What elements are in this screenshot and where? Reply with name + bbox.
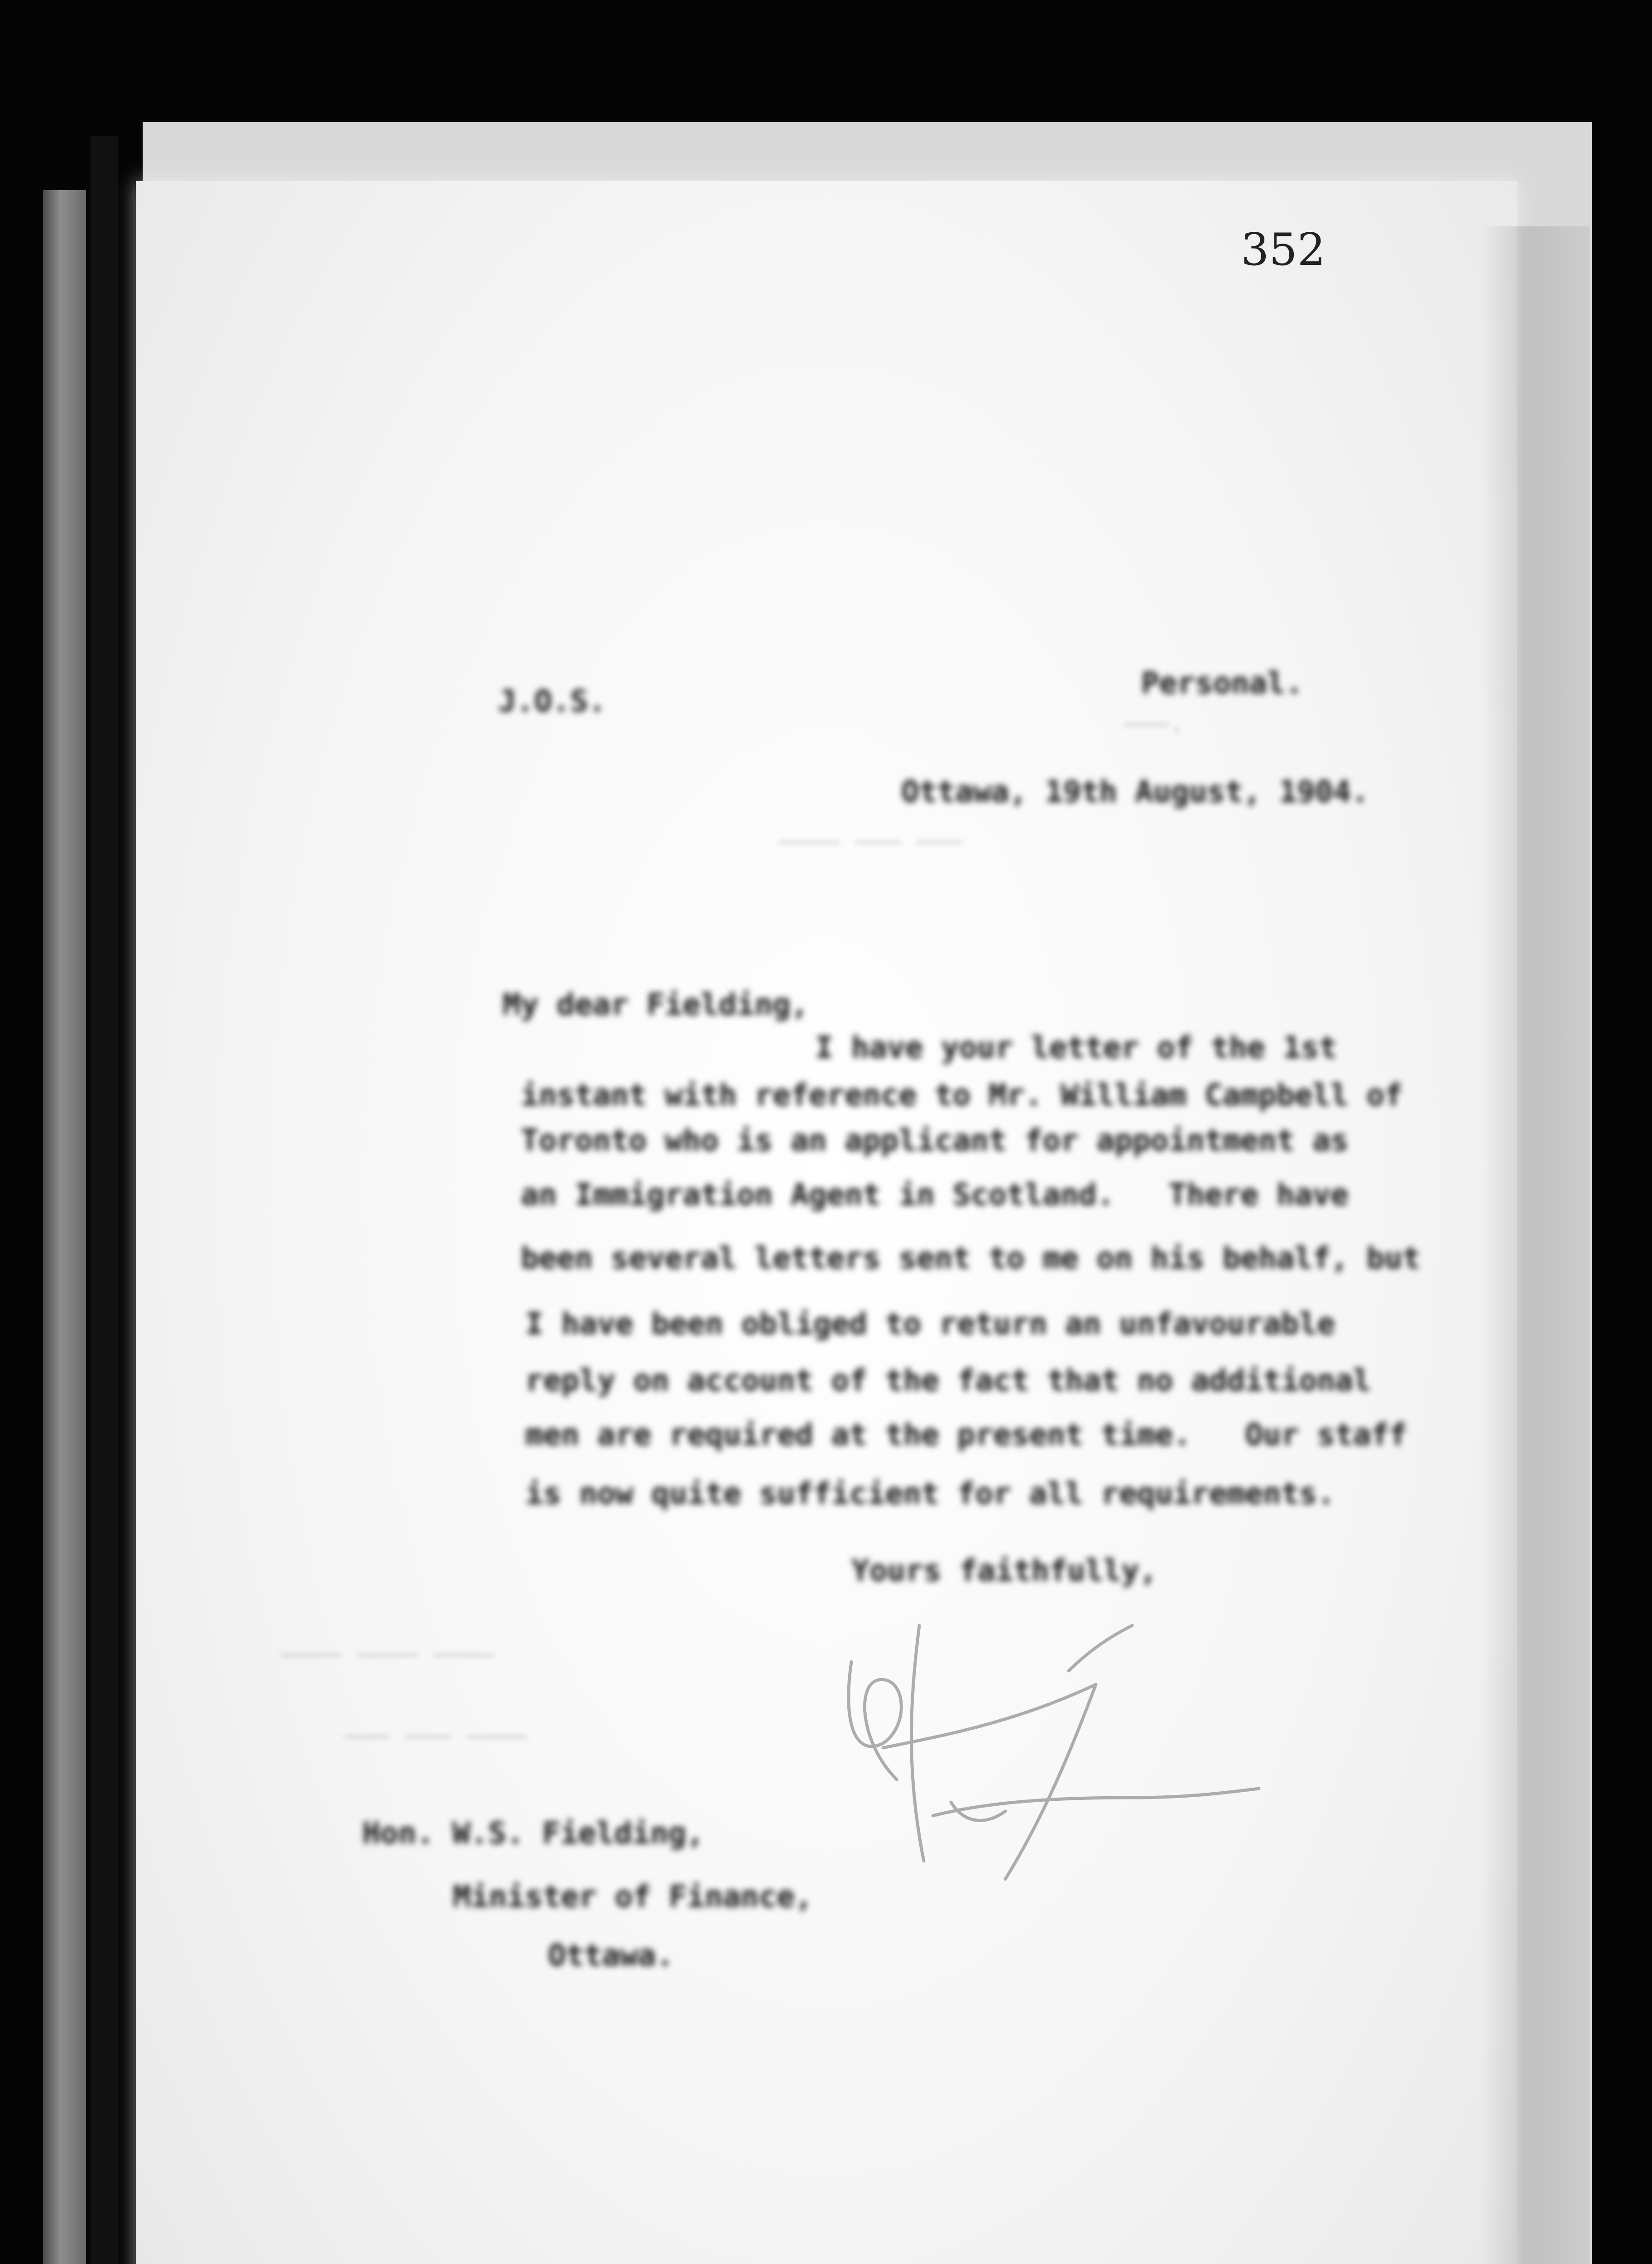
bleed-through-text: ———. ———— ——— ——— ———— ———— ———— ——— ——— ———— — [281, 709, 1184, 1750]
letter-body-line: I have been obliged to return an unfavourable — [525, 1306, 1335, 1341]
letter-body-line: been several letters sent to me on his behalf, but — [521, 1241, 1421, 1276]
recipient-line: Hon. W.S. Fielding, — [362, 1816, 704, 1851]
letter-reference: J.O.S. — [498, 684, 606, 719]
letter-classification: Personal. — [1141, 666, 1303, 700]
letter-closing: Yours faithfully, — [851, 1553, 1157, 1588]
letter-body-line: instant with reference to Mr. William Campbell of — [521, 1078, 1403, 1113]
letter-body-line: an Immigration Agent in Scotland. There have — [521, 1177, 1349, 1212]
letter-body-line: is now quite sufficient for all requirements. — [525, 1476, 1335, 1511]
letter-body-line: Toronto who is an applicant for appointment as — [521, 1123, 1349, 1158]
page-number: 352 — [1241, 224, 1326, 276]
recipient-line: Ottawa. — [548, 1938, 674, 1973]
letter-place-date: Ottawa, 19th August, 1904. — [901, 774, 1369, 809]
letter-body-line: reply on account of the fact that no additional — [525, 1363, 1371, 1398]
letter-salutation: My dear Fielding, — [503, 987, 809, 1022]
handwritten-signature — [815, 1607, 1381, 1924]
letter-body-line: men are required at the present time. Our staff — [525, 1417, 1407, 1452]
recipient-line: Minister of Finance, — [453, 1879, 813, 1914]
letter-body-line: I have your letter of the 1st — [815, 1030, 1337, 1065]
